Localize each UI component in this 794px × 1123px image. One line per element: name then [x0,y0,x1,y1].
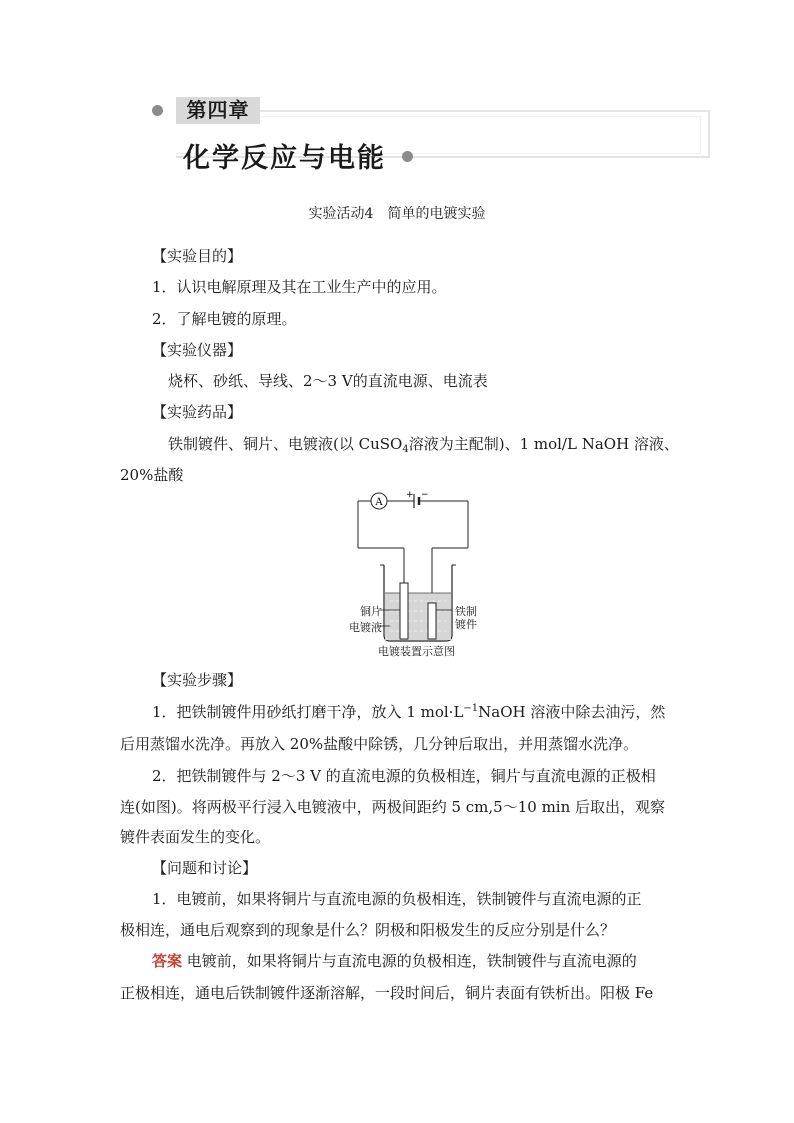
answer-1-line-1: 答案 电镀前，如果将铜片与直流电源的负极相连，铁制镀件与直流电源的 [152,952,637,970]
step-1-line-1: 1．把铁制镀件用砂纸打磨干净，放入 1 $mol\cdot L^{-1}NaOH$ 溶液中除去油污，然 [152,703,666,721]
label-copper: 铜片 [360,605,382,618]
label-iron-2: 镀件 [455,618,477,631]
section-heading-instruments: 【实验仪器】 [152,341,243,359]
label-iron-1: 铁制 [455,605,477,618]
reagents-line-2: 20%盐酸 [120,466,184,484]
bullet-dot-icon [152,105,163,116]
answer-1-line-2: 正极相连，通电后铁制镀件逐渐溶解，一段时间后，铜片表面有铁析出。阳极 Fe [120,984,654,1002]
bullet-dot-icon [402,151,413,162]
plus-sign: + [406,490,414,500]
ammeter-label: A [375,497,383,508]
step-2-line-1: 2．把铁制镀件与 2～3 V 的直流电源的负极相连，铜片与直流电源的正极相 [152,767,656,785]
minus-sign: − [421,490,429,500]
section-heading-discussion: 【问题和讨论】 [152,859,258,877]
section-heading-purpose: 【实验目的】 [152,247,243,265]
figure-caption: 电镀装置示意图 [378,645,455,658]
answer-label: 答案 [152,952,183,970]
step-2-line-2: 连(如图)。将两极平行浸入电镀液中，两极间距约 5 cm,5～10 min 后取出，观察 [120,798,666,816]
instruments-text: 烧杯、砂纸、导线、2～3 V的直流电源、电流表 [168,372,488,390]
chapter-title: 化学反应与电能 [183,143,386,174]
purpose-item: 2．了解电镀的原理。 [152,310,297,328]
question-1-line-1: 1．电镀前，如果将铜片与直流电源的负极相连，铁制镀件与直流电源的正 [152,890,642,908]
reagents-line-1: 铁制镀件、铜片、电镀液(以 CuSO$_4$溶液为主配制)、1 mol/L NaOH 溶液、 [168,435,679,455]
electroplating-diagram [340,485,480,665]
section-heading-reagents: 【实验药品】 [152,403,243,421]
section-heading-steps: 【实验步骤】 [152,671,243,689]
step-1-line-2: 后用蒸馏水洗净。再放入 20%盐酸中除锈，几分钟后取出，并用蒸馏水洗净。 [120,735,639,753]
step-2-line-3: 镀件表面发生的变化。 [120,828,271,846]
label-solution: 电镀液 [349,621,382,634]
copper-plate [400,583,408,639]
plating-solution [385,593,451,640]
iron-workpiece [428,603,436,639]
chapter-label: 第四章 [176,97,260,124]
question-1-line-2: 极相连，通电后观察到的现象是什么？阴极和阳极发生的反应分别是什么？ [120,921,616,939]
activity-title: 实验活动4 简单的电镀实验 [308,206,486,222]
purpose-item: 1．认识电解原理及其在工业生产中的应用。 [152,278,447,296]
